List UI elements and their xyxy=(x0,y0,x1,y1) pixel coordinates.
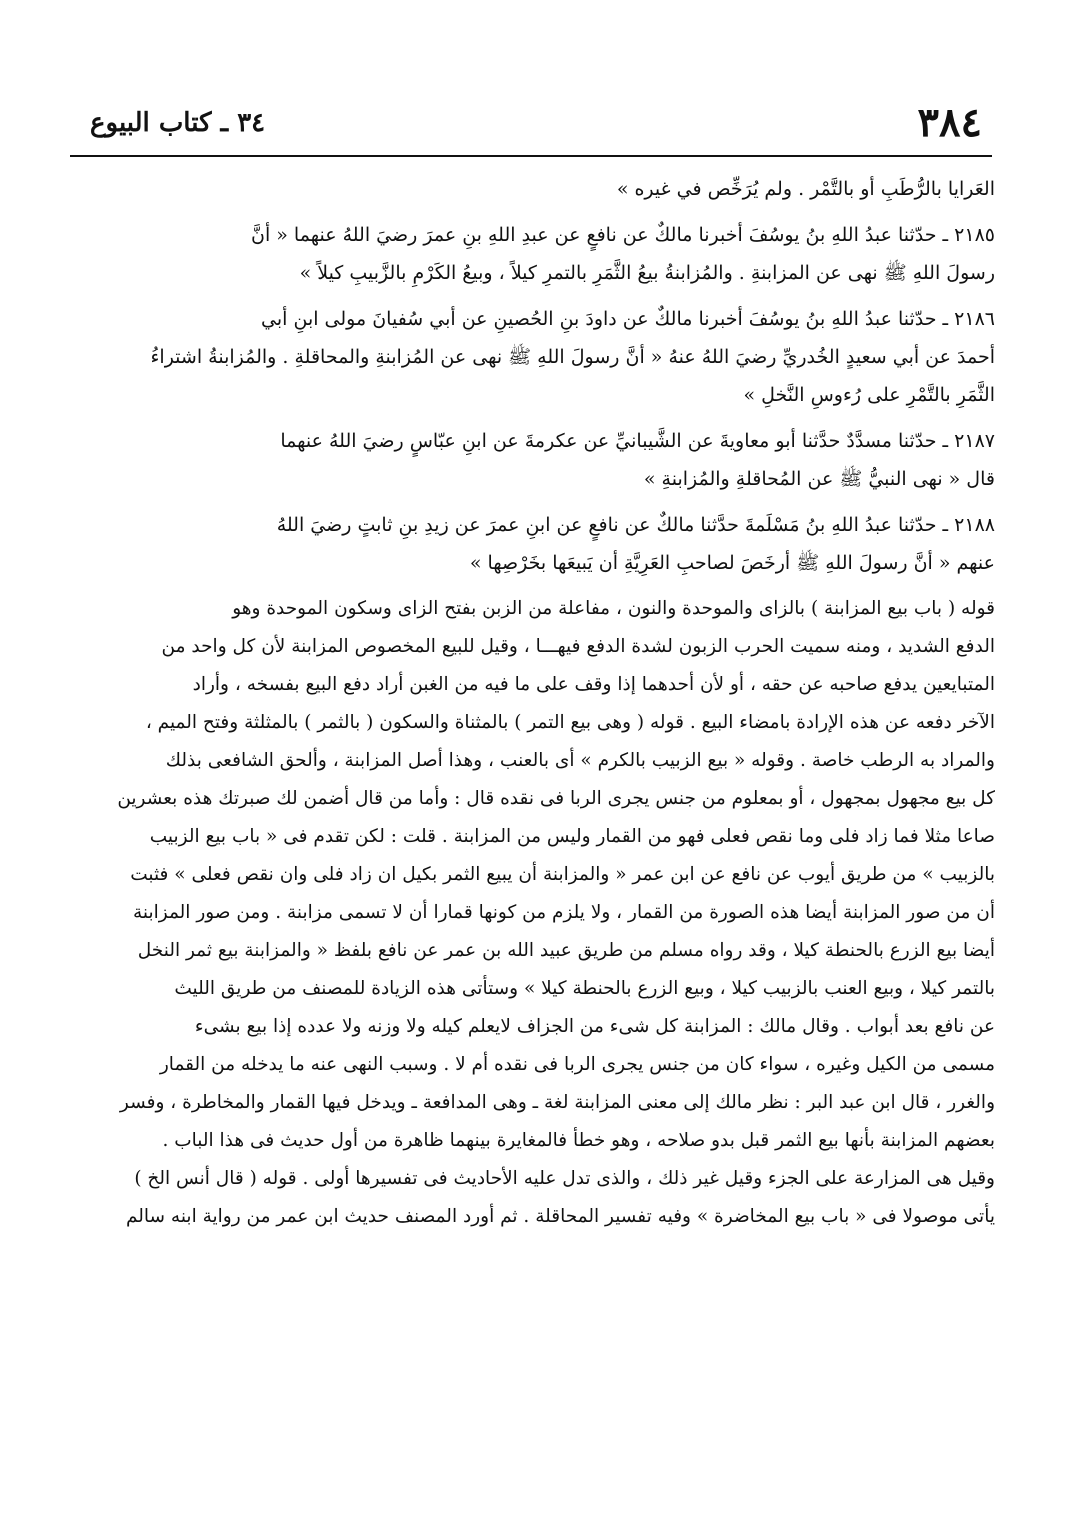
hadith-line: ٢١٨٧ ـ حدّثنا مسدَّدٌ حدَّثنا أبو معاويةَ عن الشَّيبانيِّ عن عكرمةَ عن ابنِ عبّاسٍ رضيَ اللهُ عنهما xyxy=(280,430,995,452)
hadith-line: عنهم « أنَّ رسولَ اللهِ ﷺ أرخَصَ لصاحبِ العَرِيَّةِ أن يَبيعَها بخَرْصِها » xyxy=(469,552,995,574)
hadith-line: أحمدَ عن أبي سعيدٍ الخُدريِّ رضيَ اللهُ عنهُ « أنَّ رسولَ اللهِ ﷺ نهى عن المُزابنةِ والمحاقلةِ . والمُزابنةُ اشتراءُ xyxy=(150,346,995,368)
header-divider xyxy=(70,155,992,157)
hadith-block xyxy=(75,170,995,208)
commentary-line: الدفع الشديد ، ومنه سميت الحرب الزبون لشدة الدفع فيهـــا ، وقيل للبيع المخصوص المزابنة لأن كل واحد من xyxy=(161,636,995,657)
hadith-line: الثَّمَرِ بالتَّمْرِ على رُءوسِ النَّخلِ » xyxy=(743,384,995,406)
commentary-line: الآخر دفعه عن هذه الإرادة بامضاء البيع . قوله ( وهى بيع التمر ) بالمثناة والسكون ( بالثمر ) بالمثلثة وفتح الميم ، xyxy=(145,712,995,733)
page-body xyxy=(75,170,995,1236)
commentary-line: بعضهم المزابنة بأنها بيع الثمر قبل بدو صلاحه ، وهو خطأ فالمغايرة بينهما ظاهرة من أول حديث فى هذا الباب . xyxy=(162,1130,995,1151)
commentary-line: قوله ( باب بيع المزابنة ) بالزاى والموحدة والنون ، مفاعلة من الزبن بفتح الزاى وسكون الموحدة وهو xyxy=(232,598,995,619)
hadith-block xyxy=(75,216,995,292)
commentary-line: يأتى موصولا فى « باب بيع المخاضرة » وفيه تفسير المحاقلة . ثم أورد المصنف حديث ابن عمر من رواية ابنه سالم xyxy=(125,1206,995,1227)
hadith-line: قال « نهى النبيُّ ﷺ عن المُحاقلةِ والمُزابنةِ » xyxy=(643,468,995,490)
commentary-line: أيضا بيع الزرع بالحنطة كيلا ، وقد رواه مسلم من طريق عبيد الله بن عمر عن نافع بلفظ « والمزابنة بيع ثمر النخل xyxy=(137,940,995,961)
commentary-line: بالزبيب » من طريق أيوب عن نافع عن ابن عمر « والمزابنة أن يبيع الثمر بكيل ان زاد فلى وان نقص فعلى » فثبت xyxy=(130,864,995,885)
chapter-title: ٣٤ ـ كتاب البيوع xyxy=(90,108,266,138)
commentary-line: كل بيع مجهول بمجهول ، أو بمعلوم من جنس يجرى الربا فى نقده قال : وأما من قال أضمن لك صبرتك هذه بعشرين xyxy=(117,788,995,809)
page-number: ٣٨٤ xyxy=(917,99,982,146)
commentary-section xyxy=(75,590,995,1236)
hadith-section xyxy=(75,170,995,582)
hadith-line: ٢١٨٦ ـ حدّثنا عبدُ اللهِ بنُ يوسُفَ أخبرنا مالكٌ عن داودَ بنِ الحُصينِ عن أبي سُفيانَ مولى ابنِ أبي xyxy=(261,308,995,330)
hadith-block xyxy=(75,422,995,498)
commentary-line: وقيل هى المزارعة على الجزء وقيل غير ذلك ، والذى تدل عليه الأحاديث فى تفسيرها أولى . قوله ( قال أنس الخ ) xyxy=(134,1168,995,1189)
commentary-line: مسمى من الكيل وغيره ، سواء كان من جنس يجرى الربا فى نقده أم لا . وسبب النهى عنه ما يدخله من القمار xyxy=(159,1054,995,1075)
page-header xyxy=(70,95,992,150)
commentary-line: المتبايعين يدفع صاحبه عن حقه ، أو لأن أحدهما إذا وقف على ما فيه من الغبن أراد دفع البيع بفسخه ، وأراد xyxy=(192,674,995,695)
hadith-line: ٢١٨٥ ـ حدّثنا عبدُ اللهِ بنُ يوسُفَ أخبرنا مالكٌ عن نافعٍ عن عبدِ اللهِ بنِ عمرَ رضيَ اللهُ عنهما « أنَّ xyxy=(251,224,995,246)
hadith-block xyxy=(75,506,995,582)
commentary-line: والمراد به الرطب خاصة . وقوله « بيع الزبيب بالكرم » أى بالعنب ، وهذا أصل المزابنة ، وألحق الشافعى بذلك xyxy=(165,750,995,771)
hadith-line: ٢١٨٨ ـ حدّثنا عبدُ اللهِ بنُ مَسْلَمةَ حدَّثنا مالكٌ عن نافعٍ عن ابنِ عمرَ عن زيدِ بنِ ثابتٍ رضيَ اللهُ xyxy=(276,514,995,536)
hadith-block xyxy=(75,300,995,414)
hadith-line: العَرايا بالرُّطَبِ أو بالتَّمْر . ولم يُرَخِّص في غيره » xyxy=(616,178,995,200)
commentary-line: والغرر ، قال ابن عبد البر : نظر مالك إلى معنى المزابنة لغة ـ وهى المدافعة ـ ويدخل فيها القمار والمخاطرة ، وفسر xyxy=(119,1092,995,1113)
commentary-line: صاعا مثلا فما زاد فلى وما نقص فعلى فهو من القمار وليس من المزابنة . قلت : لكن تقدم فى « باب بيع الزبيب xyxy=(149,826,995,847)
commentary-line: أن من صور المزابنة أيضا هذه الصورة من القمار ، ولا يلزم من كونها قمارا أن لا تسمى مزابنة . ومن صور المزابنة xyxy=(132,902,995,923)
commentary-line: بالتمر كيلا ، وبيع العنب بالزبيب كيلا ، وبيع الزرع بالحنطة كيلا » وستأتى هذه الزيادة للمصنف من طريق الليث xyxy=(174,978,995,999)
hadith-line: رسولَ اللهِ ﷺ نهى عن المزابنةِ . والمُزابنةُ بيعُ الثَّمَرِ بالتمرِ كيلاً ، وبيعُ الكَرْمِ بالزَّبيبِ كيلاً » xyxy=(299,262,995,284)
commentary-line: عن نافع بعد أبواب . وقال مالك : المزابنة كل شىء من الجزاف لايعلم كيله ولا وزنه ولا عدده إذا بيع بشىء xyxy=(194,1016,995,1037)
